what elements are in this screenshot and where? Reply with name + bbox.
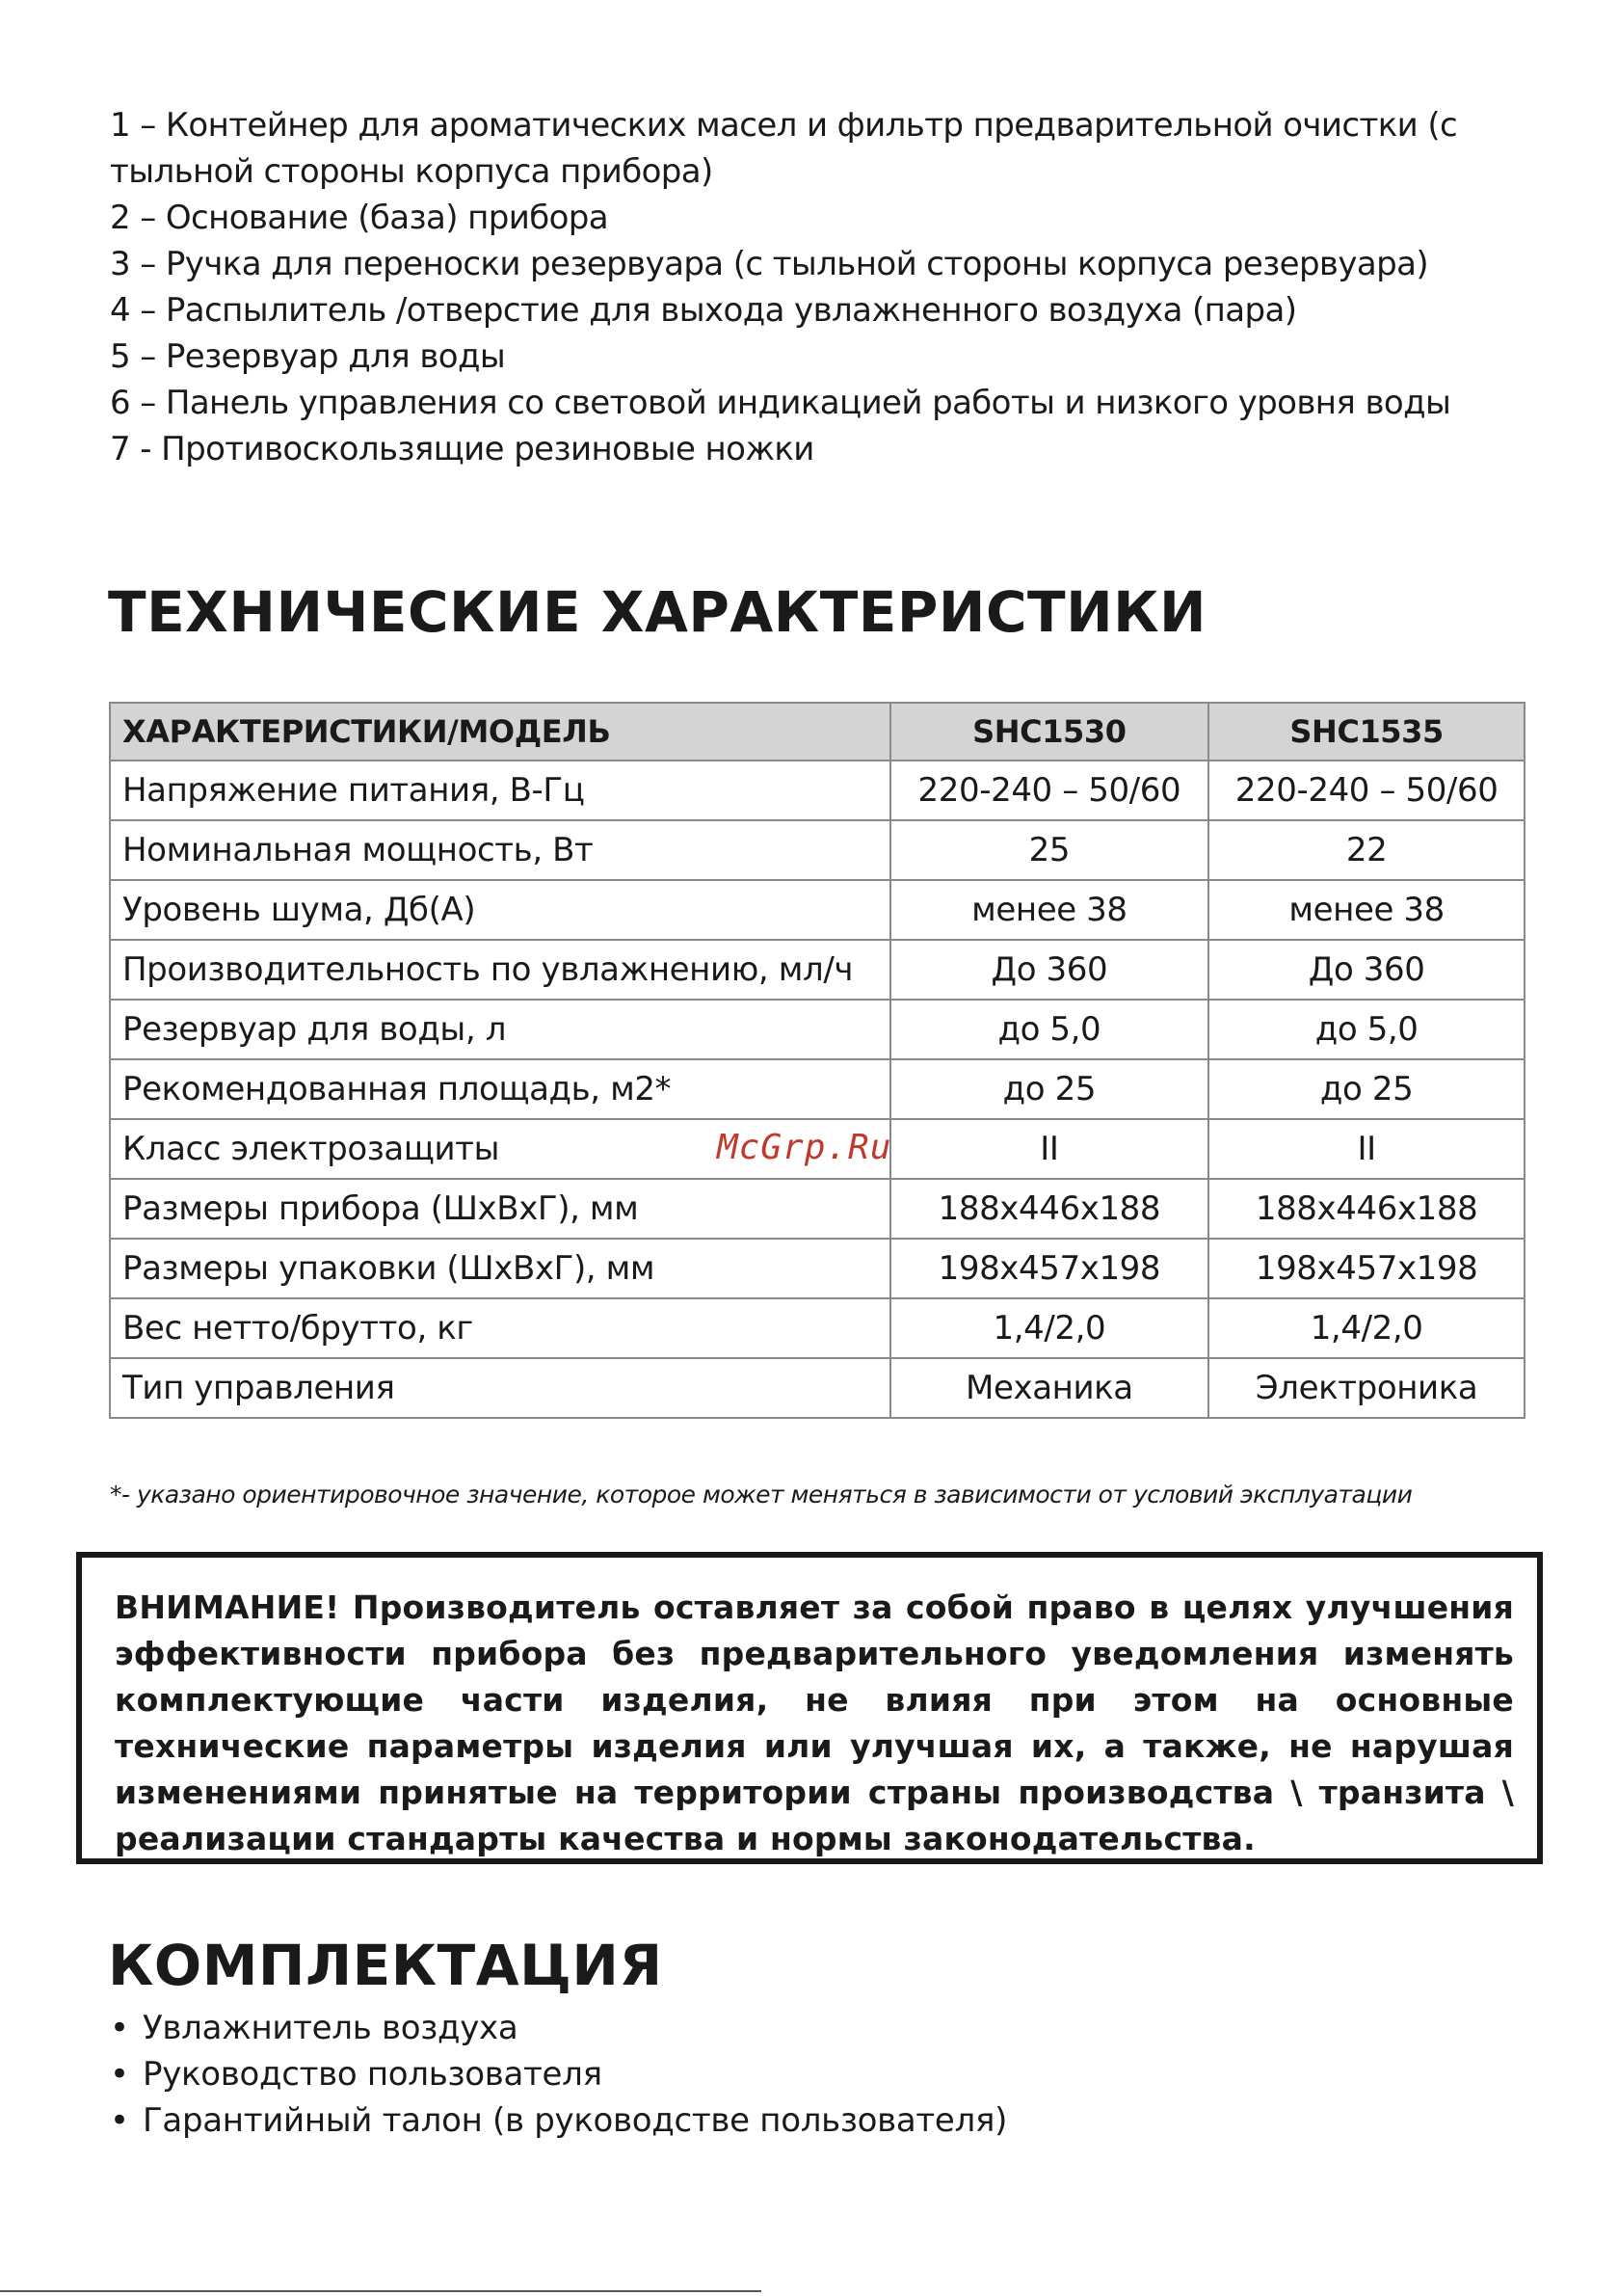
tech-specs-title: ТЕХНИЧЕСКИЕ ХАРАКТЕРИСТИКИ xyxy=(108,579,1207,645)
list-item xyxy=(110,2005,1007,2051)
bullet-icon: • xyxy=(110,2009,129,2047)
row-value-model-2: до 5,0 xyxy=(1208,1000,1525,1059)
row-value-model-1: 198х457х198 xyxy=(890,1239,1209,1298)
header-model-2: SHC1535 xyxy=(1208,703,1525,761)
row-value-model-2: Электроника xyxy=(1208,1358,1525,1418)
table-row xyxy=(110,761,1525,820)
header-model-1: SHC1530 xyxy=(890,703,1209,761)
row-value-model-1: До 360 xyxy=(890,940,1209,1000)
header-characteristic: ХАРАКТЕРИСТИКИ/МОДЕЛЬ xyxy=(110,703,890,761)
parts-list-item: 7 - Противоскользящие резиновые ножки xyxy=(110,430,814,468)
row-label: Вес нетто/брутто, кг xyxy=(110,1298,890,1358)
table-row xyxy=(110,880,1525,940)
parts-list-item: 3 – Ручка для переноски резервуара (с тыльной стороны корпуса резервуара) xyxy=(110,245,1428,283)
row-value-model-2: 198х457х198 xyxy=(1208,1239,1525,1298)
row-label: Уровень шума, Дб(А) xyxy=(110,880,890,940)
row-value-model-2: до 25 xyxy=(1208,1059,1525,1119)
table-header-row xyxy=(110,703,1525,761)
row-value-model-1: 1,4/2,0 xyxy=(890,1298,1209,1358)
row-label: Тип управления xyxy=(110,1358,890,1418)
row-value-model-1: до 5,0 xyxy=(890,1000,1209,1059)
row-value-model-2: менее 38 xyxy=(1208,880,1525,940)
parts-list-item: 4 – Распылитель /отверстие для выхода увлажненного воздуха (пара) xyxy=(110,291,1297,330)
row-value-model-2: 22 xyxy=(1208,820,1525,880)
kit-item-label: Гарантийный талон (в руководстве пользователя) xyxy=(143,2101,1008,2140)
row-value-model-2: До 360 xyxy=(1208,940,1525,1000)
kit-title: КОМПЛЕКТАЦИЯ xyxy=(108,1933,663,1998)
parts-list-item: 5 – Резервуар для воды xyxy=(110,337,506,376)
bottom-divider xyxy=(0,2290,761,2292)
kit-item-label: Руководство пользователя xyxy=(143,2055,602,2094)
row-label: Рекомендованная площадь, м2* xyxy=(110,1059,890,1119)
row-value-model-2: 188х446х188 xyxy=(1208,1179,1525,1239)
row-label: Размеры упаковки (ШхВхГ), мм xyxy=(110,1239,890,1298)
row-value-model-2: 1,4/2,0 xyxy=(1208,1298,1525,1358)
row-value-model-1: 220-240 – 50/60 xyxy=(890,761,1209,820)
specs-table xyxy=(109,702,1525,1419)
row-label: Производительность по увлажнению, мл/ч xyxy=(110,940,890,1000)
watermark: McGrp.Ru xyxy=(717,1128,892,1167)
table-row xyxy=(110,1358,1525,1418)
parts-list xyxy=(110,102,1517,472)
notice-box xyxy=(76,1552,1543,1864)
row-label: Размеры прибора (ШхВхГ), мм xyxy=(110,1179,890,1239)
table-row xyxy=(110,1000,1525,1059)
table-row xyxy=(110,1298,1525,1358)
bullet-icon: • xyxy=(110,2101,129,2140)
table-footnote: *- указано ориентировочное значение, которое может меняться в зависимости от условий эксплуатации xyxy=(110,1481,1413,1508)
kit-list xyxy=(110,2005,1007,2144)
parts-list-item: 1 – Контейнер для ароматических масел и фильтр предварительной очистки (с тыльной стороны корпуса прибора) xyxy=(110,106,1458,191)
row-value-model-2: 220-240 – 50/60 xyxy=(1208,761,1525,820)
row-value-model-1: II xyxy=(890,1119,1209,1179)
row-label: Класс электрозащиты xyxy=(110,1119,890,1179)
row-value-model-1: 188х446х188 xyxy=(890,1179,1209,1239)
table-row xyxy=(110,1239,1525,1298)
notice-text: ВНИМАНИЕ! Производитель оставляет за собой право в целях улучшения эффективности прибора без предварительного уведомления изменять комплектующие части изделия, не влияя при этом на основные технические параметры изделия или улучшая их, а также, не нарушая изменениями принятые на территории страны производства \ транзита \ реализации стандарты качества и нормы законодательства. xyxy=(115,1589,1514,1857)
parts-list-item: 2 – Основание (база) прибора xyxy=(110,199,609,237)
row-value-model-1: 25 xyxy=(890,820,1209,880)
row-label: Резервуар для воды, л xyxy=(110,1000,890,1059)
row-label: Напряжение питания, В-Гц xyxy=(110,761,890,820)
kit-item-label: Увлажнитель воздуха xyxy=(143,2009,518,2047)
bullet-icon: • xyxy=(110,2055,129,2094)
row-value-model-1: Механика xyxy=(890,1358,1209,1418)
list-item xyxy=(110,2051,1007,2097)
parts-list-item: 6 – Панель управления со световой индикацией работы и низкого уровня воды xyxy=(110,384,1451,422)
table-row xyxy=(110,820,1525,880)
row-label: Номинальная мощность, Вт xyxy=(110,820,890,880)
list-item xyxy=(110,2097,1007,2144)
row-value-model-1: менее 38 xyxy=(890,880,1209,940)
row-value-model-2: II xyxy=(1208,1119,1525,1179)
table-row xyxy=(110,940,1525,1000)
table-row xyxy=(110,1179,1525,1239)
row-value-model-1: до 25 xyxy=(890,1059,1209,1119)
table-row xyxy=(110,1059,1525,1119)
